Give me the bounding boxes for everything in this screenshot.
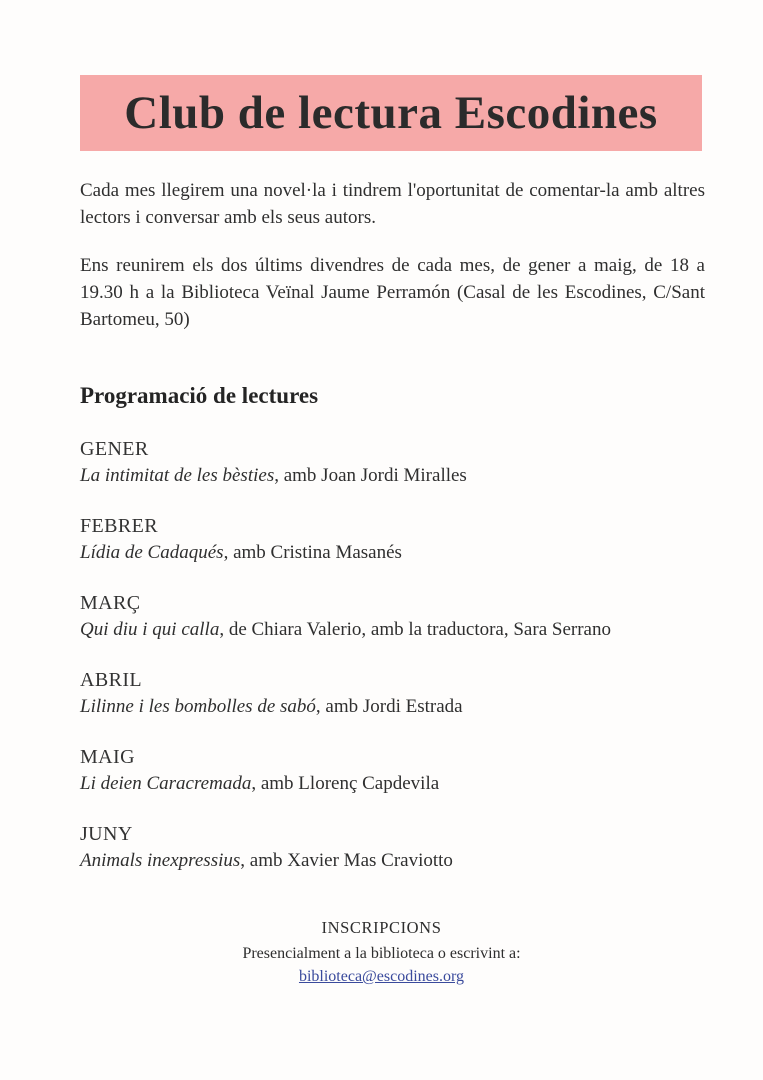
intro-paragraph-1: Cada mes llegirem una novel·la i tindrem l'oportunitat de comentar-la amb altres lectors i conversar amb els seus autors. <box>80 180 705 228</box>
page-title: Club de lectura Escodines <box>124 87 658 139</box>
entry-detail: , amb Cristina Masanés <box>223 542 402 563</box>
intro-paragraph-2: Ens reunirem els dos últims divendres de cada mes, de gener a maig, de 18 a 19.30 h a la Biblioteca Veïnal Jaume Perramón (Casal de les Escodines, C/Sant Bartomeu, 50) <box>80 255 705 330</box>
entry-line <box>80 847 705 874</box>
entry-detail: , amb Jordi Estrada <box>315 696 463 717</box>
book-title: Animals inexpressius <box>80 850 241 871</box>
entry-detail: , amb Xavier Mas Craviotto <box>240 850 453 871</box>
entry-line <box>80 539 705 566</box>
program-item-gener <box>80 436 705 489</box>
program-heading: Programació de lectures <box>80 383 319 408</box>
book-title: Lídia de Cadaqués <box>80 542 224 563</box>
inscriptions-heading: INSCRIPCIONS <box>321 918 442 937</box>
program-item-febrer <box>80 513 705 566</box>
inscriptions-section <box>0 918 763 986</box>
program-item-marc <box>80 590 705 643</box>
month-label: FEBRER <box>80 515 158 537</box>
book-title: Qui diu i qui calla <box>80 619 220 640</box>
book-title: La intimitat de les bèsties <box>80 465 275 486</box>
email-link[interactable]: biblioteca@escodines.org <box>298 968 465 985</box>
entry-line <box>80 616 705 643</box>
title-banner <box>80 75 702 151</box>
entry-detail: , amb Joan Jordi Miralles <box>274 465 467 486</box>
program-item-abril <box>80 667 705 720</box>
email-row <box>0 968 763 986</box>
book-title: Lilinne i les bombolles de sabó <box>80 696 316 717</box>
month-label: JUNY <box>80 823 133 845</box>
program-item-juny <box>80 821 705 874</box>
flyer-content <box>80 177 705 874</box>
month-label: ABRIL <box>80 669 142 691</box>
program-item-maig <box>80 744 705 797</box>
month-label: MARÇ <box>80 592 141 614</box>
month-label: MAIG <box>80 746 135 768</box>
entry-line <box>80 693 705 720</box>
entry-line <box>80 462 705 489</box>
book-title: Li deien Caracremada <box>80 773 252 794</box>
entry-line <box>80 770 705 797</box>
inscriptions-instruction: Presencialment a la biblioteca o escrivint a: <box>242 945 521 962</box>
entry-detail: , de Chiara Valerio, amb la traductora, Sara Serrano <box>219 619 611 640</box>
month-label: GENER <box>80 438 149 460</box>
entry-detail: , amb Llorenç Capdevila <box>251 773 440 794</box>
